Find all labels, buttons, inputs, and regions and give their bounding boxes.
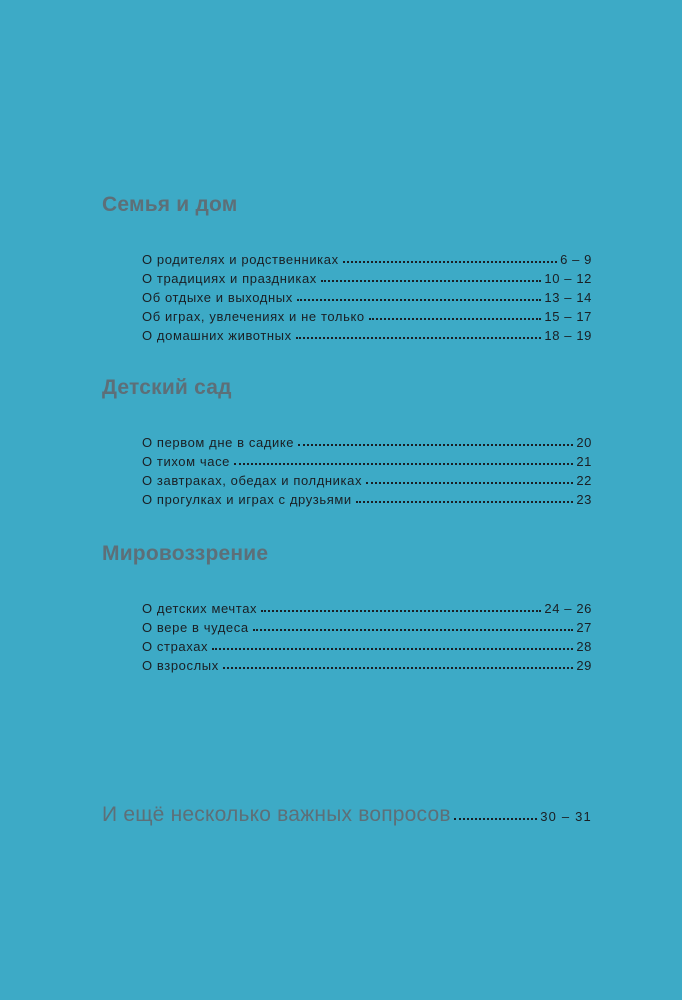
toc-entry[interactable] [142,251,592,270]
toc-entry-label: О взрослых [142,658,219,673]
dot-leader [253,619,574,632]
dot-leader [212,638,573,651]
toc-entry-pages: 10 – 12 [544,271,592,286]
toc-entry[interactable] [142,453,592,472]
dot-leader [296,327,542,340]
toc-list [142,600,592,676]
toc-entry-pages: 29 [576,658,592,673]
section-title: Детский сад [102,376,232,399]
toc-final-entry[interactable] [102,803,592,827]
dot-leader [297,289,542,302]
toc-entry-label: О детских мечтах [142,601,258,616]
toc-entry[interactable] [142,619,592,638]
final-entry-pages: 30 – 31 [540,809,592,824]
dot-leader [369,308,542,321]
toc-entry[interactable] [142,491,592,510]
toc-list [142,251,592,346]
toc-entry[interactable] [142,434,592,453]
toc-entry[interactable] [142,289,592,308]
toc-entry-label: О первом дне в садике [142,435,295,450]
toc-entry-pages: 6 – 9 [560,252,592,267]
toc-entry-pages: 18 – 19 [544,328,592,343]
dot-leader [223,657,573,670]
section-title: Семья и дом [102,193,238,216]
toc-entry-label: О традициях и праздниках [142,271,317,286]
toc-list [142,434,592,510]
section-title: Мировоззрение [102,542,269,565]
dot-leader [366,472,573,485]
toc-entry-pages: 27 [576,620,592,635]
dot-leader [298,434,573,447]
toc-entry[interactable] [142,638,592,657]
toc-entry-pages: 23 [576,492,592,507]
toc-entry-label: Об отдыхе и выходных [142,290,293,305]
dot-leader [234,453,573,466]
toc-entry-label: О страхах [142,639,209,654]
toc-entry-label: О завтраках, обедах и полдниках [142,473,363,488]
dot-leader [321,270,542,283]
dot-leader [356,491,574,504]
toc-entry[interactable] [142,657,592,676]
toc-entry-label: Об играх, увлечениях и не только [142,309,365,324]
dot-leader [454,807,537,821]
toc-entry-label: О вере в чудеса [142,620,249,635]
toc-entry[interactable] [142,308,592,327]
toc-entry-pages: 20 [576,435,592,450]
toc-entry[interactable] [142,270,592,289]
toc-entry-label: О родителях и родственниках [142,252,339,267]
toc-entry-pages: 21 [576,454,592,469]
toc-entry-pages: 22 [576,473,592,488]
toc-entry-label: О домашних животных [142,328,292,343]
toc-entry[interactable] [142,472,592,491]
final-entry-label: И ещё несколько важных вопросов [102,803,451,826]
toc-entry-pages: 15 – 17 [544,309,592,324]
toc-entry[interactable] [142,327,592,346]
dot-leader [261,600,541,613]
toc-entry-label: О тихом часе [142,454,231,469]
toc-entry-pages: 13 – 14 [544,290,592,305]
dot-leader [343,251,557,264]
toc-entry-pages: 24 – 26 [544,601,592,616]
toc-entry-label: О прогулках и играх с друзьями [142,492,352,507]
toc-entry[interactable] [142,600,592,619]
toc-entry-pages: 28 [576,639,592,654]
